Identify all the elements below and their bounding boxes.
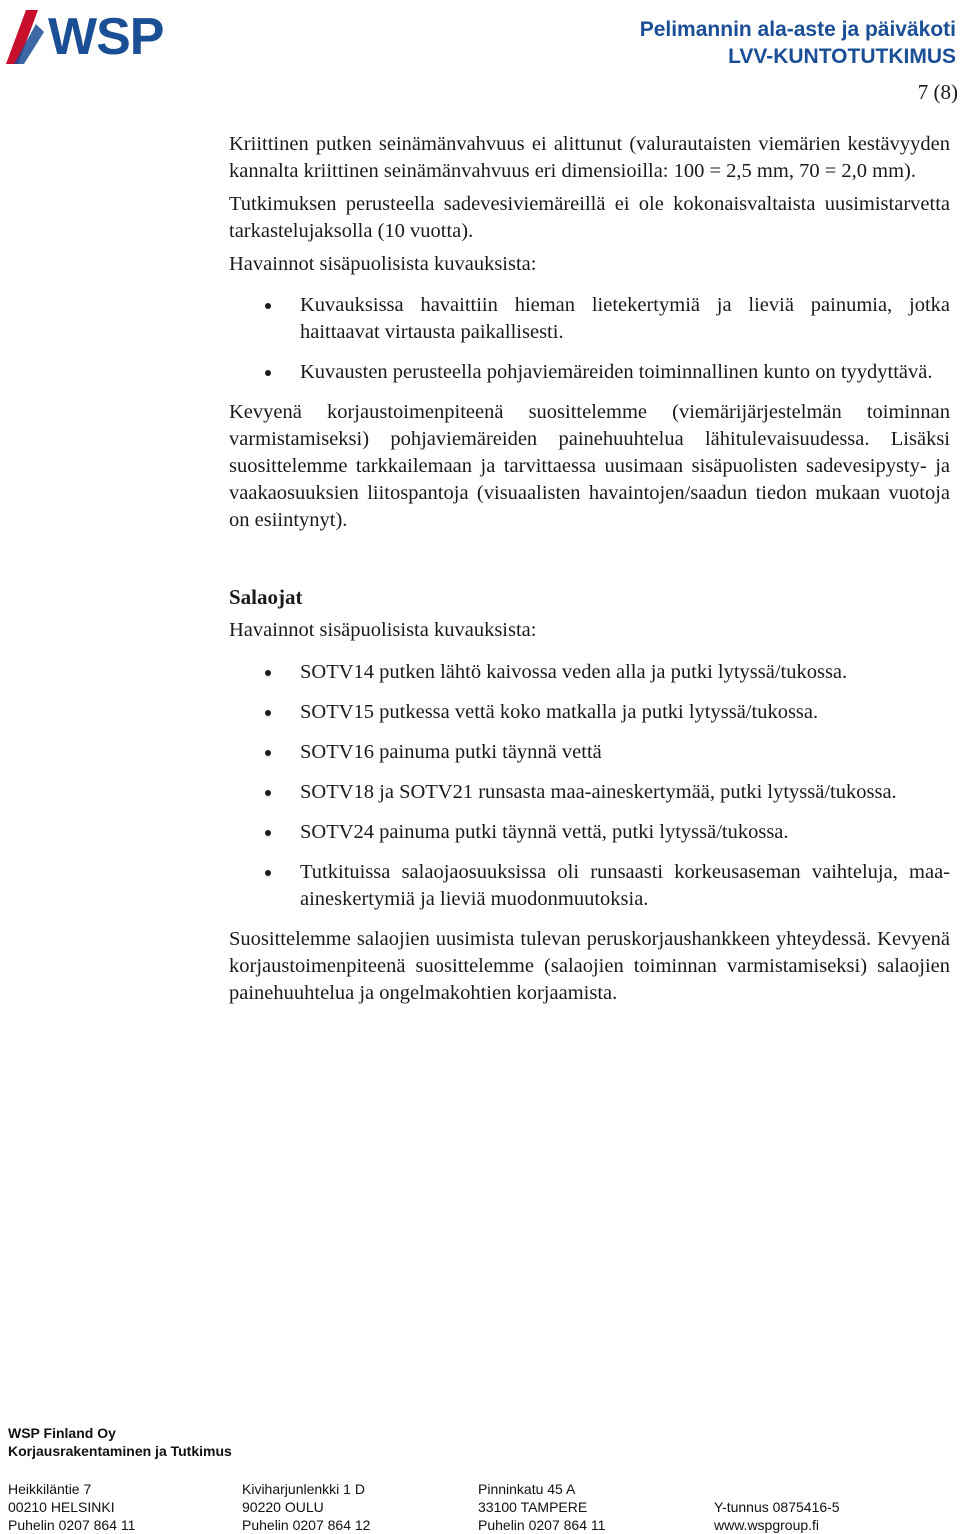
observation-list-sewers (229, 292, 950, 386)
company-name: WSP Finland Oy (8, 1425, 116, 1441)
bullet-icon (265, 830, 271, 836)
footer-company-info (714, 1480, 840, 1534)
bullet-icon (265, 370, 271, 376)
paragraph-observations-intro-drains: Havainnot sisäpuolisista kuvauksista: (229, 619, 537, 641)
list-item: Tutkituissa salaojaosuuksissa oli runsaasti korkeusaseman vaihteluja, maa-aineskertymiä ja lieviä muodonmuutoksia. (229, 859, 950, 913)
list-item: SOTV15 putkessa vettä koko matkalla ja putki lytyssä/tukossa. (229, 699, 950, 726)
list-item: SOTV24 painuma putki täynnä vettä, putki lytyssä/tukossa. (229, 819, 950, 846)
section-heading-salaojat: Salaojat (229, 585, 303, 609)
bullet-icon (265, 670, 271, 676)
paragraph-stormwater: Tutkimuksen perusteella sadevesiviemäreillä ei ole kokonaisvaltaista uusimistarvetta tarkastelujaksolla (10 vuotta). (229, 193, 950, 242)
company-division: Korjausrakentaminen ja Tutkimus (8, 1443, 232, 1459)
wsp-logo (4, 2, 208, 68)
list-item: Kuvauksissa havaittiin hieman lietekertymiä ja lieviä painumia, jotka haittaavat virtausta paikallisesti. (229, 292, 950, 346)
footer-address-helsinki: Heikkiläntie 7 00210 HELSINKI Puhelin 0207 864 11 (8, 1481, 136, 1533)
business-id: Y-tunnus 0875416-5 (714, 1499, 840, 1515)
paragraph-recommendation-sewers: Kevyenä korjaustoimenpiteenä suosittelemme (viemärijärjestelmän toiminnan varmistamiseksi) pohjaviemäreiden painehuuhtelua lähitulevaisuudessa. Lisäksi suosittelemme tarkkailemaan ja tarvittaessa uusimaan sisäpuolisten sadevesipysty- ja vaakaosuuksien liitospantoja (visuaalisten havaintojen/saadun tiedon mukaan vuotoja on esiintynyt). (229, 401, 950, 531)
footer-company (8, 1424, 232, 1460)
bullet-icon (265, 750, 271, 756)
page-number: 7 (8) (917, 80, 958, 104)
website-link[interactable]: www.wspgroup.fi (714, 1517, 820, 1533)
bullet-icon (265, 790, 271, 796)
footer-address-oulu: Kiviharjunlenkki 1 D 90220 OULU Puhelin 0207 864 12 (242, 1481, 371, 1533)
list-item: SOTV18 ja SOTV21 runsasta maa-aineskertymää, putki lytyssä/tukossa. (229, 779, 950, 806)
footer-address-tampere: Pinninkatu 45 A 33100 TAMPERE Puhelin 0207 864 11 (478, 1481, 606, 1533)
logo-text: WSP (48, 8, 164, 66)
list-item: SOTV14 putken lähtö kaivossa veden alla ja putki lytyssä/tukossa. (229, 659, 950, 686)
document-subtitle: LVV-KUNTOTUTKIMUS (728, 45, 956, 68)
paragraph-recommendation-drains: Suosittelemme salaojien uusimista tulevan peruskorjaushankkeen yhteydessä. Kevyenä korjaustoimenpiteenä suosittelemme (salaojien toiminnan varmistamiseksi) salaojien painehuuhtelua ja ongelmakohtien korjaamista. (229, 928, 950, 1004)
document-title: Pelimannin ala-aste ja päiväkoti (639, 18, 956, 41)
paragraph-observations-intro: Havainnot sisäpuolisista kuvauksista: (229, 253, 537, 275)
list-item: Kuvausten perusteella pohjaviemäreiden toiminnallinen kunto on tyydyttävä. (229, 359, 950, 386)
bullet-icon (265, 710, 271, 716)
list-item: SOTV16 painuma putki täynnä vettä (229, 739, 950, 766)
document-header (640, 16, 956, 70)
bullet-icon (265, 303, 271, 309)
document-body (229, 131, 950, 1007)
paragraph-wall-thickness: Kriittinen putken seinämänvahvuus ei alittunut (valurautaisten viemärien kestävyyden kannalta kriittinen seinämänvahvuus eri dimensioilla: 100 = 2,5 mm, 70 = 2,0 mm). (229, 133, 950, 182)
observation-list-drains (229, 659, 950, 913)
bullet-icon (265, 870, 271, 876)
